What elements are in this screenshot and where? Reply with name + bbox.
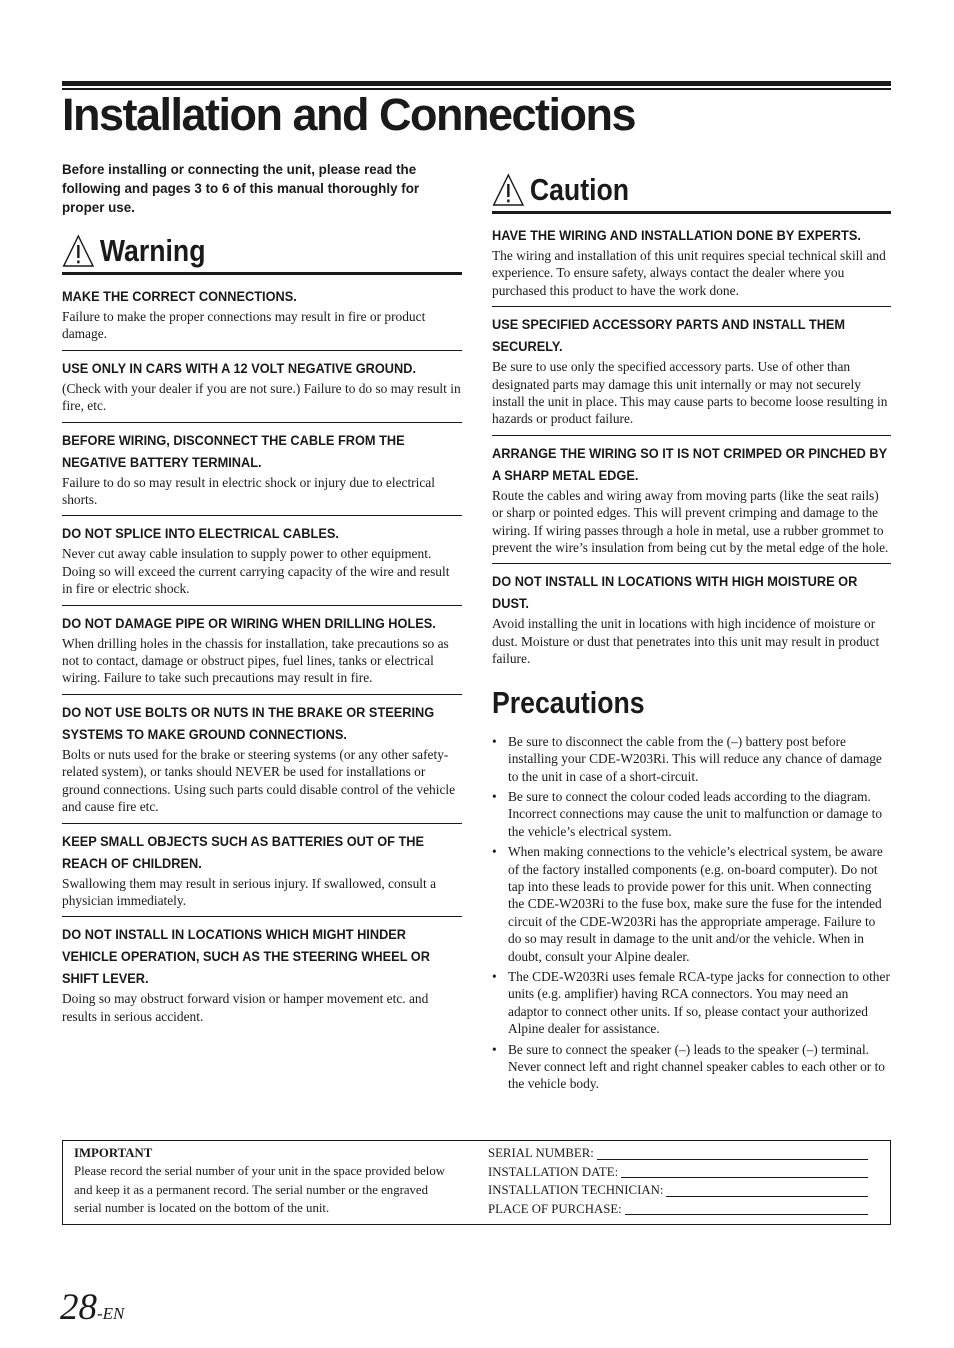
caution-item-title: HAVE THE WIRING AND INSTALLATION DONE BY EXPERTS. [492,228,861,244]
list-item-text: Be sure to connect the speaker (–) leads to the speaker (–) terminal. Never connect left and right channel speaker cables to each other or to the vehicle body. [508,1041,885,1092]
list-item-text: When making connections to the vehicle’s electrical system, be aware of the factory installed components (e.g. on-board computer). Do not tap into these leads to provide power for this unit. When connecting the CDE-W203Ri to the fuse box, make sure the fuse for the intended circuit of the CDE-W203Ri has the appropriate amperage. Failure to do so may result in damage to the unit and/or the vehicle. When in doubt, consult your Alpine dealer. [508,844,883,964]
warning-heading [62,231,406,271]
caution-heading [492,170,835,210]
caution-item-body: Avoid installing the unit in locations with high incidence of moisture or dust. Moisture or dust that penetrates into this unit may result in product failure. [492,616,880,667]
important-notice [74,1144,449,1218]
warning-item-title: DO NOT INSTALL IN LOCATIONS WHICH MIGHT HINDER VEHICLE OPERATION, SUCH AS THE STEERING WHEEL OR SHIFT LEVER. [62,927,430,988]
caution-rule [492,211,891,214]
serial-number-field[interactable] [488,1144,868,1163]
field-label: SERIAL NUMBER: [488,1146,594,1160]
important-box [62,1140,891,1225]
installation-technician-field[interactable] [488,1181,868,1200]
bullet-glyph: • [492,1041,497,1057]
list-item-text: Be sure to connect the colour coded leads according to the diagram. Incorrect connections may cause the unit to malfunction or damage to the vehicle’s electrical system. [508,788,883,839]
warning-item-title: MAKE THE CORRECT CONNECTIONS. [62,289,297,305]
caution-heading-label: Caution [529,172,630,207]
intro-text: Before installing or connecting the unit, please read the following and pages 3 to 6 of this manual thoroughly for proper use. [62,162,420,215]
installation-date-field[interactable] [488,1163,868,1182]
record-fields [488,1144,868,1218]
warning-item-title: KEEP SMALL OBJECTS SUCH AS BATTERIES OUT OF THE REACH OF CHILDREN. [62,833,425,872]
warning-item-body: Failure to do so may result in electric shock or injury due to electrical shorts. [62,474,435,508]
warning-item [62,521,462,605]
caution-item [492,223,891,307]
precautions-heading: Precautions [492,684,645,720]
warning-item-body: Failure to make the proper connections may result in fire or product damage. [62,309,426,342]
warning-item [62,700,462,824]
warning-item-body: Never cut away cable insulation to supply power to other equipment. Doing so will exceed the current carrying capacity of the wire and result in fire or electric shock. [62,546,450,597]
warning-item-body: Doing so may obstruct forward vision or hamper movement etc. and results in serious accident. [62,991,429,1024]
warning-item-title: DO NOT USE BOLTS OR NUTS IN THE BRAKE OR STEERING SYSTEMS TO MAKE GROUND CONNECTIONS. [62,704,435,743]
page-number-value: 28 [60,1287,97,1328]
warning-item [62,428,462,517]
list-item-text: The CDE-W203Ri uses female RCA-type jacks for connection to other units (e.g. amplifier) having RCA connectors. You may need an adaptor to connect other units. If so, please contact your authorized Alpine dealer for assistance. [508,968,890,1037]
caution-item-body: Route the cables and wiring away from moving parts (like the seat rails) or sharp or pointed edges. This will prevent crimping and damage to the wiring. If wiring passes through a hole in metal, use a rubber grommet to prevent the wire’s insulation from being cut by the metal edge of the hole. [492,487,889,556]
bullet-glyph: • [492,733,497,749]
bullet-glyph: • [492,788,497,804]
warning-item-body: When drilling holes in the chassis for installation, take precautions so as not to contact, damage or obstruct pipes, fuel lines, tanks or electrical wiring. Failure to take such precautions may result in fire. [62,635,449,686]
list-item [492,1041,891,1093]
caution-item [492,569,891,674]
warning-item-body: Bolts or nuts used for the brake or steering systems (or any other safety-related system), or tanks should NEVER be used for installations or ground connections. Using such parts could disable control of the vehicle and cause fire etc. [62,746,456,815]
precautions-list [492,733,891,1093]
warning-item-title: BEFORE WIRING, DISCONNECT THE CABLE FROM THE NEGATIVE BATTERY TERMINAL. [62,432,405,471]
field-line [597,1147,868,1160]
left-column [62,160,462,1037]
warning-item [62,922,462,1032]
warning-rule [62,272,462,275]
right-column [492,170,891,1096]
field-line [625,1202,868,1215]
caution-item-title: ARRANGE THE WIRING SO IT IS NOT CRIMPED OR PINCHED BY A SHARP METAL EDGE. [492,445,887,484]
caution-item-body: The wiring and installation of this unit requires special technical skill and experience. To ensure safety, always contact the dealer where you purchased this product to have the work done. [492,248,886,298]
place-of-purchase-field[interactable] [488,1200,868,1219]
title-bar-rule [62,81,891,86]
warning-item-title: USE ONLY IN CARS WITH A 12 VOLT NEGATIVE GROUND. [62,360,417,377]
field-label: PLACE OF PURCHASE: [488,1201,622,1216]
warning-item [62,284,462,351]
important-heading: IMPORTANT [74,1146,153,1160]
page-number-suffix: -EN [97,1304,125,1323]
warning-item [62,611,462,695]
caution-item [492,312,891,436]
warning-item-title: DO NOT SPLICE INTO ELECTRICAL CABLES. [62,526,339,543]
caution-triangle-icon [492,173,525,207]
caution-item-title: DO NOT INSTALL IN LOCATIONS WITH HIGH MOISTURE OR DUST. [492,574,858,613]
list-item [492,843,891,965]
warning-item [62,829,462,918]
warning-item-title: DO NOT DAMAGE PIPE OR WIRING WHEN DRILLING HOLES. [62,615,436,632]
field-line [666,1184,868,1197]
bullet-glyph: • [492,844,497,860]
bullet-glyph: • [492,968,497,984]
warning-item [62,356,462,423]
list-item [492,733,891,785]
list-item-text: Be sure to disconnect the cable from the (–) battery post before installing your CDE-W203Ri. This will reduce any chance of damage to the unit in case of a short-circuit. [508,733,882,784]
important-body: Please record the serial number of your unit in the space provided below and keep it as a permanent record. The serial number or the engraved serial number is located on the bottom of the unit. [74,1164,445,1215]
caution-item-body: Be sure to use only the specified accessory parts. Use of other than designated parts may damage this unit internally or may not securely install the unit in place. This may cause parts to become loose resulting in hazards or product failure. [492,359,888,427]
warning-item-body: Swallowing them may result in serious injury. If swallowed, consult a physician immediately. [62,875,437,908]
caution-item-title: USE SPECIFIED ACCESSORY PARTS AND INSTALL THEM SECURELY. [492,317,846,356]
list-item [492,968,891,1038]
page-number [60,1285,124,1337]
field-line [621,1165,868,1178]
list-item [492,788,891,840]
warning-triangle-icon [62,234,95,268]
page-title: Installation and Connections [62,89,636,140]
warning-item-body: (Check with your dealer if you are not sure.) Failure to do so may result in fire, etc. [62,380,461,414]
warning-heading-label: Warning [99,233,206,268]
field-label: INSTALLATION DATE: [488,1164,619,1179]
field-label: INSTALLATION TECHNICIAN: [488,1183,664,1197]
caution-item [492,441,891,565]
